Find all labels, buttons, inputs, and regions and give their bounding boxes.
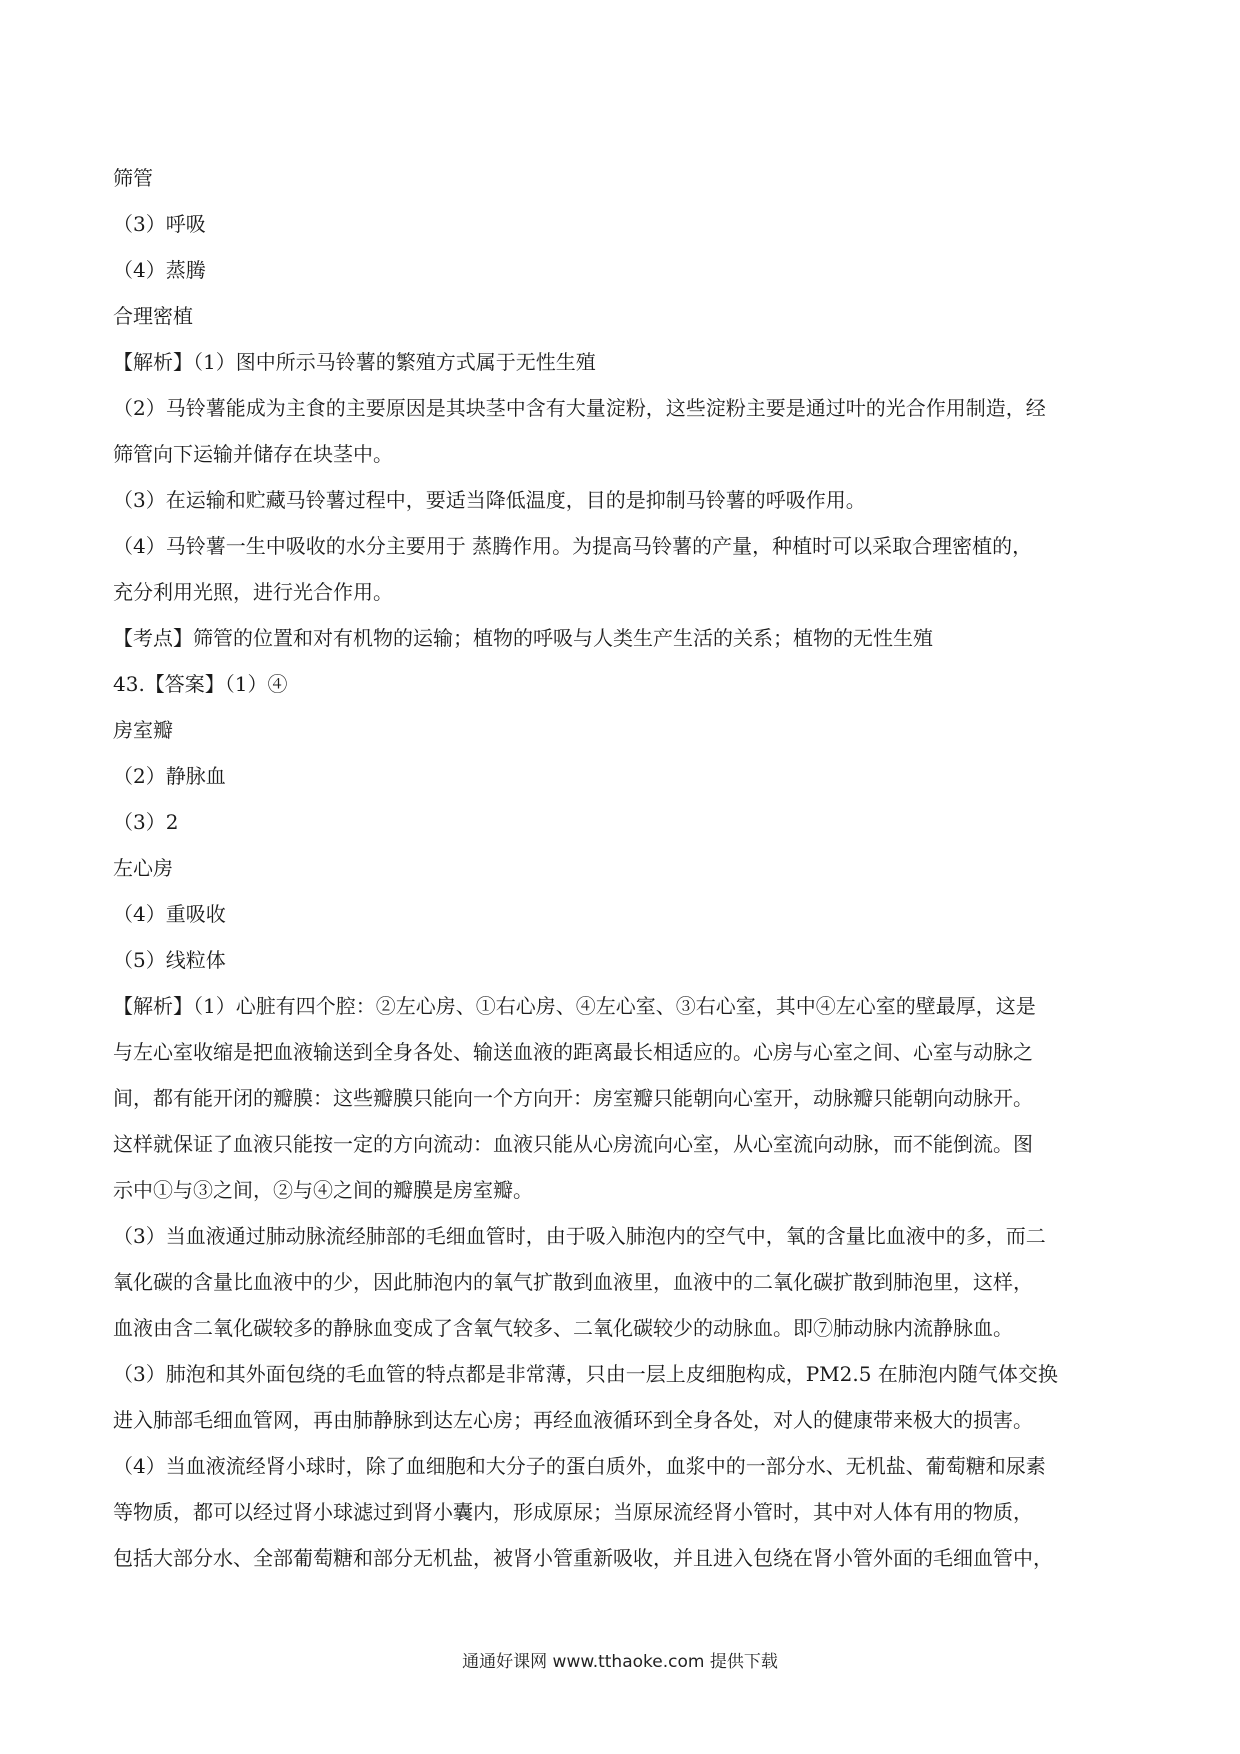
text-line: （3）呼吸 <box>113 212 206 236</box>
text-line: （4）马铃薯一生中吸收的水分主要用于 蒸腾作用。为提高马铃薯的产量，种植时可以采取合理密植的， <box>113 534 1033 558</box>
text-line: 充分利用光照，进行光合作用。 <box>113 580 393 604</box>
text-line: （3）在运输和贮藏马铃薯过程中，要适当降低温度，目的是抑制马铃薯的呼吸作用。 <box>113 488 866 512</box>
text-line: 【考点】筛管的位置和对有机物的运输；植物的呼吸与人类生产生活的关系；植物的无性生殖 <box>113 626 933 650</box>
text-line: （2）静脉血 <box>113 764 226 788</box>
text-line: （4）重吸收 <box>113 902 226 926</box>
text-line: （4）当血液流经肾小球时，除了血细胞和大分子的蛋白质外，血浆中的一部分水、无机盐、葡萄糖和尿素 <box>113 1454 1046 1478</box>
text-line: （3）当血液通过肺动脉流经肺部的毛细血管时，由于吸入肺泡内的空气中，氧的含量比血液中的多，而二 <box>113 1224 1046 1248</box>
text-line: （5）线粒体 <box>113 948 226 972</box>
text-line: 房室瓣 <box>113 718 173 742</box>
text-line: 这样就保证了血液只能按一定的方向流动：血液只能从心房流向心室，从心室流向动脉，而不能倒流。图 <box>113 1132 1033 1156</box>
text-line: 氧化碳的含量比血液中的少，因此肺泡内的氧气扩散到血液里，血液中的二氧化碳扩散到肺泡里，这样， <box>113 1270 1033 1294</box>
text-line: 等物质，都可以经过肾小球滤过到肾小囊内，形成原尿；当原尿流经肾小管时，其中对人体有用的物质， <box>113 1500 1033 1524</box>
text-line: 【解析】（1）图中所示马铃薯的繁殖方式属于无性生殖 <box>113 350 596 374</box>
text-line: 血液由含二氧化碳较多的静脉血变成了含氧气较多、二氧化碳较少的动脉血。即⑦肺动脉内流静脉血。 <box>113 1316 1013 1340</box>
text-line: 筛管 <box>113 166 153 190</box>
text-line: （2）马铃薯能成为主食的主要原因是其块茎中含有大量淀粉，这些淀粉主要是通过叶的光合作用制造，经 <box>113 396 1046 420</box>
text-line: 合理密植 <box>113 304 193 328</box>
text-line: 包括大部分水、全部葡萄糖和部分无机盐，被肾小管重新吸收，并且进入包绕在肾小管外面的毛细血管中， <box>113 1546 1053 1570</box>
page-footer: 通通好课网 www.tthaoke.com 提供下载 <box>462 1652 778 1672</box>
text-line: （4）蒸腾 <box>113 258 206 282</box>
text-line: （3）肺泡和其外面包绕的毛血管的特点都是非常薄，只由一层上皮细胞构成，PM2.5 在肺泡内随气体交换 <box>113 1362 1058 1386</box>
text-line: 进入肺部毛细血管网，再由肺静脉到达左心房；再经血液循环到全身各处，对人的健康带来极大的损害。 <box>113 1408 1033 1432</box>
text-line: 【解析】（1）心脏有四个腔：②左心房、①右心房、④左心室、③右心室，其中④左心室的壁最厚，这是 <box>113 994 1036 1018</box>
text-line: 示中①与③之间，②与④之间的瓣膜是房室瓣。 <box>113 1178 533 1202</box>
text-line: （3）2 <box>113 810 179 834</box>
text-line: 筛管向下运输并储存在块茎中。 <box>113 442 393 466</box>
text-line: 43.【答案】（1）④ <box>113 672 288 696</box>
text-line: 与左心室收缩是把血液输送到全身各处、输送血液的距离最长相适应的。心房与心室之间、心室与动脉之 <box>113 1040 1033 1064</box>
text-line: 间，都有能开闭的瓣膜：这些瓣膜只能向一个方向开：房室瓣只能朝向心室开，动脉瓣只能朝向动脉开。 <box>113 1086 1033 1110</box>
text-line: 左心房 <box>113 856 173 880</box>
